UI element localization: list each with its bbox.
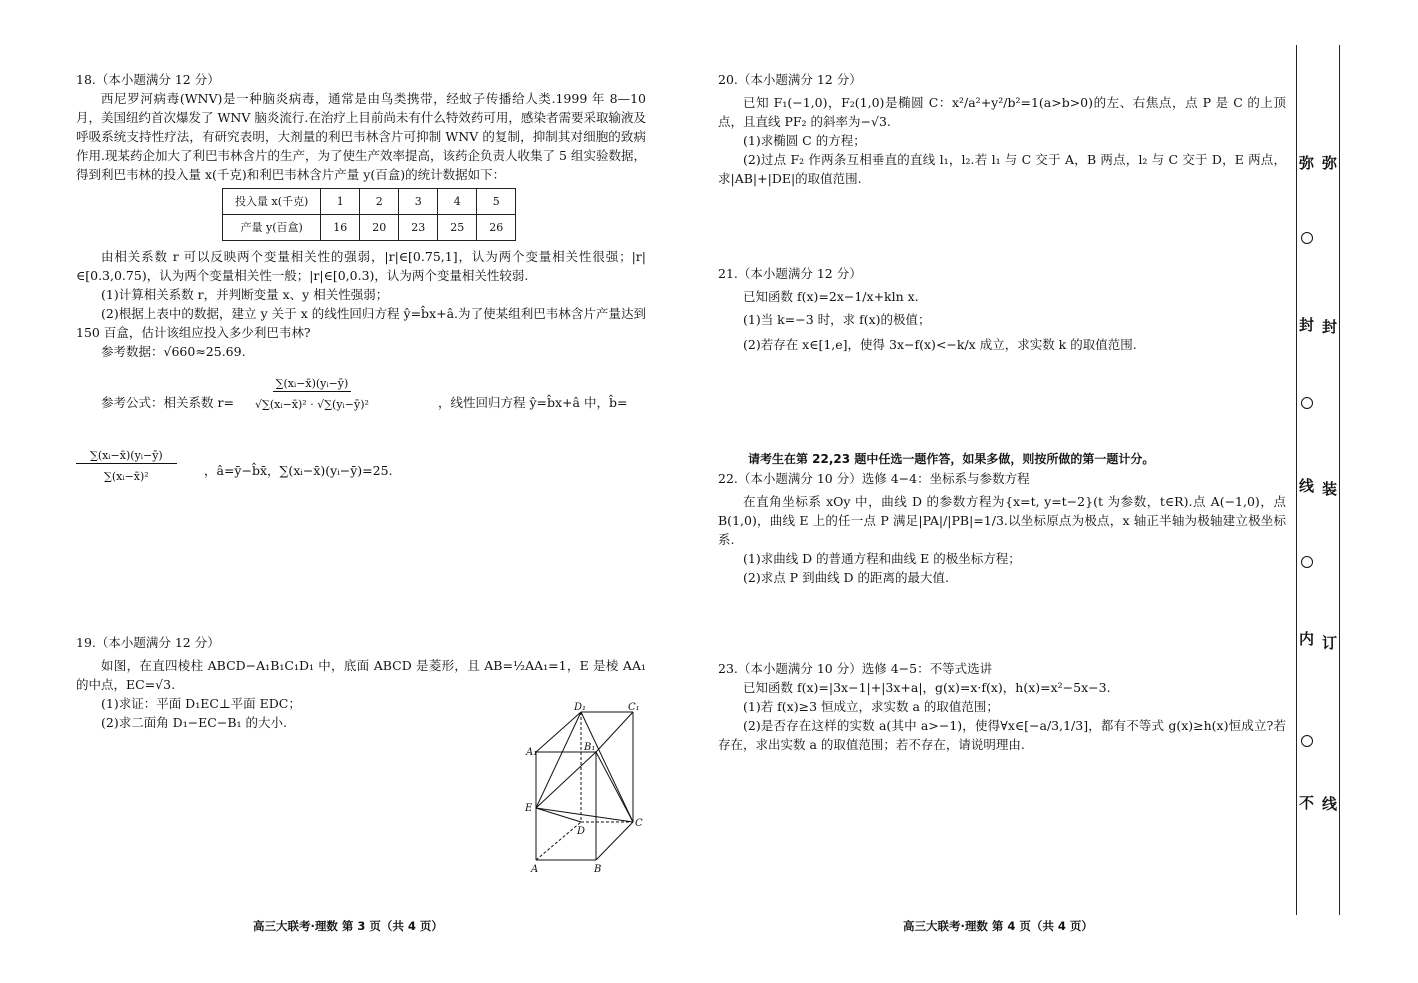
q21-intro: 已知函数 f(x)=2x−1/x+kln x. <box>743 289 919 304</box>
edge <box>536 712 581 752</box>
table-cell: 5 <box>477 189 516 215</box>
table-cell: 25 <box>438 215 477 241</box>
binding-char: 封 <box>1322 318 1338 336</box>
binding-char: 弥 <box>1322 154 1338 172</box>
segment <box>596 752 633 822</box>
prism-figure <box>522 700 652 878</box>
q22-intro: 在直角坐标系 xOy 中，曲线 D 的参数方程为{x=t, y=t−2}(t 为参数，t∈R).点 A(−1,0)，点 B(1,0)，曲线 E 上的任一点 P 满足|PA|/|PB|=1/3.以坐标原点为极点，x 轴正半轴为极轴建立极坐标系. <box>718 494 1286 547</box>
question-18 <box>76 70 646 507</box>
q22-heading: 22.（本小题满分 10 分）选修 4−4：坐标系与参数方程 <box>718 471 1030 486</box>
formula-label: 参考公式：相关系数 r= <box>101 395 234 410</box>
table-cell: 16 <box>321 215 360 241</box>
table-cell: 26 <box>477 215 516 241</box>
q18-formula-b <box>76 443 646 507</box>
question-22 <box>718 469 1286 587</box>
binding-line <box>1339 45 1340 915</box>
q21-sub2: (2)若存在 x∈[1,e]，使得 3x−f(x)<−k/x 成立，求实数 k 的取值范围. <box>743 337 1137 352</box>
q21-sub1: (1)当 k=−3 时，求 f(x)的极值； <box>743 312 931 327</box>
segment <box>536 808 581 822</box>
label-c: C <box>635 818 643 829</box>
b-tail: ，â=ȳ−b̂x̄，∑(xᵢ−x̄)(yᵢ−ȳ)=25. <box>204 463 393 478</box>
table-cell: 4 <box>438 189 477 215</box>
formula-tail: ，线性回归方程 ŷ=b̂x+â 中，b̂= <box>438 395 628 410</box>
edge <box>596 822 633 860</box>
q18-correlation-note: 由相关系数 r 可以反映两个变量相关性的强弱，|r|∈[0.75,1]，认为两个变量相关性很强；|r|∈[0.3,0.75)，认为两个变量相关性一般；|r|∈[0,0.3)，认为两个变量相关性较弱. <box>76 249 646 283</box>
label-c1: C₁ <box>628 702 640 713</box>
circle-mark <box>1301 556 1313 568</box>
q18-sub2: (2)根据上表中的数据，建立 y 关于 x 的线性回归方程 ŷ=b̂x+â.为了使某组利巴韦林含片产量达到 150 百盒，估计该组应投入多少利巴韦林? <box>76 306 646 340</box>
b-fraction <box>76 449 177 484</box>
label-e: E <box>525 803 533 814</box>
segment <box>536 752 596 808</box>
b-denominator: ∑(xᵢ−x̄)² <box>104 470 149 483</box>
q19-sub1: (1)求证：平面 D₁EC⊥平面 EDC； <box>101 696 301 711</box>
left-page <box>76 70 646 732</box>
q20-sub1: (1)求椭圆 C 的方程； <box>743 133 866 148</box>
table-cell: 23 <box>399 215 438 241</box>
binding-char: 封 <box>1299 316 1315 334</box>
r-fraction <box>252 377 372 412</box>
table-cell: 投入量 x(千克) <box>223 189 321 215</box>
segment <box>581 712 633 822</box>
r-numerator: ∑(xᵢ−x̄)(yᵢ−ȳ) <box>273 377 352 392</box>
q23-heading: 23.（本小题满分 10 分）选修 4−5：不等式选讲 <box>718 661 993 676</box>
hidden-edge <box>536 822 581 860</box>
binding-char: 线 <box>1322 795 1338 813</box>
table-row <box>223 189 516 215</box>
binding-char: 装 <box>1322 480 1338 498</box>
label-b: B <box>594 864 602 875</box>
question-23 <box>718 659 1286 754</box>
edge <box>596 712 633 752</box>
segment-ec <box>536 808 633 822</box>
q23-intro: 已知函数 f(x)=|3x−1|+|3x+a|，g(x)=x·f(x)，h(x)=x²−5x−3. <box>743 680 1111 695</box>
q20-intro: 已知 F₁(−1,0)，F₂(1,0)是椭圆 C：x²/a²+y²/b²=1(a>b>0)的左、右焦点，点 P 是 C 的上顶点，且直线 PF₂ 的斜率为−√3. <box>718 95 1286 129</box>
table-cell: 20 <box>360 215 399 241</box>
label-d: D <box>577 826 586 837</box>
right-page <box>718 70 1286 754</box>
binding-char: 线 <box>1299 477 1315 495</box>
q18-data-table <box>222 188 516 241</box>
q21-heading: 21.（本小题满分 12 分） <box>718 266 862 281</box>
label-a1: A₁ <box>526 747 538 758</box>
segment <box>536 712 581 808</box>
footer-page-3: 高三大联考·理数 第 3 页（共 4 页） <box>253 919 443 933</box>
q20-sub2: (2)过点 F₂ 作两条互相垂直的直线 l₁，l₂.若 l₁ 与 C 交于 A，B 两点，l₂ 与 C 交于 D，E 两点，求|AB|+|DE|的取值范围. <box>718 152 1286 186</box>
r-denominator: √∑(xᵢ−x̄)² · √∑(yᵢ−ȳ)² <box>255 398 369 411</box>
b-numerator: ∑(xᵢ−x̄)(yᵢ−ȳ) <box>76 449 177 464</box>
table-cell: 2 <box>360 189 399 215</box>
table-row <box>223 215 516 241</box>
q19-heading: 19.（本小题满分 12 分） <box>76 635 220 650</box>
table-cell: 1 <box>321 189 360 215</box>
elective-notice: 请考生在第 22,23 题中任选一题作答，如果多做，则按所做的第一题计分。 <box>748 452 1155 466</box>
binding-char: 弥 <box>1299 154 1315 172</box>
q20-heading: 20.（本小题满分 12 分） <box>718 72 862 87</box>
q18-sub1: (1)计算相关系数 r，并判断变量 x、y 相关性强弱； <box>101 287 389 302</box>
q19-sub2: (2)求二面角 D₁−EC−B₁ 的大小. <box>101 715 287 730</box>
label-b1: B₁ <box>584 742 596 753</box>
question-20 <box>718 70 1286 188</box>
q22-sub1: (1)求曲线 D 的普通方程和曲线 E 的极坐标方程； <box>743 551 1021 566</box>
label-a: A <box>531 864 539 875</box>
table-cell: 产量 y(百盒) <box>223 215 321 241</box>
question-21 <box>718 264 1286 354</box>
q23-sub2: (2)是否存在这样的实数 a(其中 a>−1)，使得∀x∈[−a/3,1/3]，都有不等式 g(x)≥h(x)恒成立?若存在，求出实数 a 的取值范围；若不存在，请说明理由. <box>718 718 1286 752</box>
footer-page-4: 高三大联考·理数 第 4 页（共 4 页） <box>903 919 1093 933</box>
binding-char: 不 <box>1299 794 1315 812</box>
q18-reference-data: 参考数据：√660≈25.69. <box>101 344 246 359</box>
q23-sub1: (1)若 f(x)≥3 恒成立，求实数 a 的取值范围； <box>743 699 999 714</box>
q18-formula-r <box>76 371 646 437</box>
binding-char: 订 <box>1322 634 1338 652</box>
q19-intro: 如图，在直四棱柱 ABCD−A₁B₁C₁D₁ 中，底面 ABCD 是菱形，且 AB=½AA₁=1，E 是棱 AA₁ 的中点，EC=√3. <box>76 658 646 692</box>
circle-mark <box>1301 232 1313 244</box>
q18-intro: 西尼罗河病毒(WNV)是一种脑炎病毒，通常是由鸟类携带，经蚊子传播给人类.1999 年 8—10 月，美国纽约首次爆发了 WNV 脑炎流行.在治疗上目前尚未有什么特效药可用，感染者需要采取输液及呼吸系统支持性疗法，有研究表明，大剂量的利巴韦林含片可抑制 WNV 的复制，抑制其对细胞的致病作用.现某药企加大了利巴韦林含片的生产，为了使生产效率提高，该药企负责人收集了 5 组实验数据，得到利巴韦林的投入量 x(千克)和利巴韦林含片产量 y(百盒)的统计数据如下： <box>76 91 646 182</box>
label-d1: D₁ <box>574 702 587 713</box>
binding-char: 内 <box>1299 630 1315 648</box>
table-cell: 3 <box>399 189 438 215</box>
q18-heading: 18.（本小题满分 12 分） <box>76 72 220 87</box>
circle-mark <box>1301 735 1313 747</box>
q22-sub2: (2)求点 P 到曲线 D 的距离的最大值. <box>743 570 950 585</box>
circle-mark <box>1301 397 1313 409</box>
